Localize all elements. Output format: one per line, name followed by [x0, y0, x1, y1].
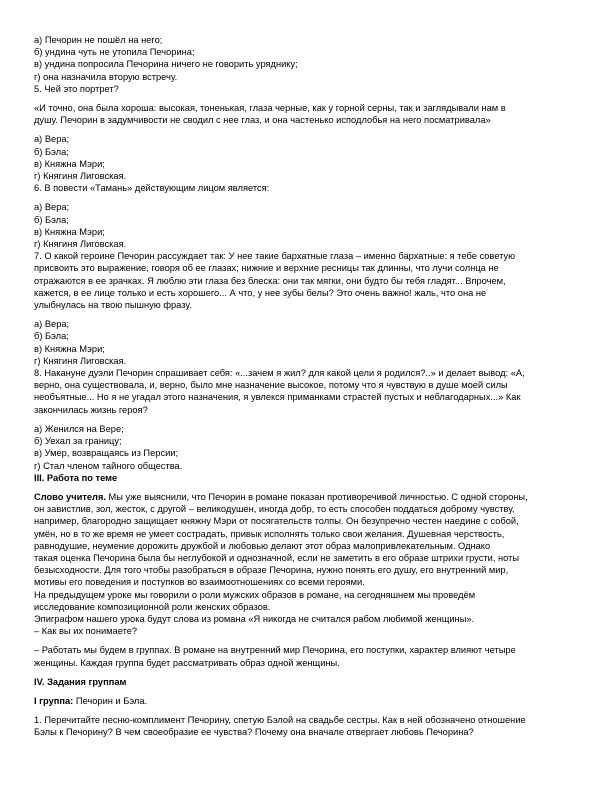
question-5-title: 5. Чей это портрет? [34, 83, 119, 94]
question-8-line: верно, она существовала, и, верно, было мне назначение высокое, потому что я чувствую в душе моей силы [34, 380, 508, 391]
question-5-options [34, 133, 582, 182]
option: в) Княжна Мэри; [34, 226, 105, 237]
teacher-line: Эпиграфом нашего урока будут слова из романа «Я никогда не считался рабом любимой женщины». [34, 613, 475, 624]
option: а) Вера; [34, 202, 70, 213]
option: в) Умер, возвращаясь из Персии; [34, 448, 179, 459]
question-8-text [34, 367, 582, 416]
group-1-label: I группа: [34, 695, 74, 706]
teacher-line: – Как вы их понимаете? [34, 626, 138, 637]
question-7-line: 7. О какой героине Печорин рассуждает так: У нее такие бархатные глаза – именно бархатные: я тебе советую [34, 251, 516, 262]
teacher-line: умён, но в то же время не умеет сострадать, привык исполнять только свои желания. Душевная черствость, [34, 528, 505, 539]
option: а) Женился на Вере; [34, 423, 124, 434]
teacher-line: На предыдущем уроке мы говорили о роли мужских образов в романе, на сегодняшнем мы проведём [34, 589, 476, 600]
teacher-line: исследование композиционной роли женских образов. [34, 601, 271, 612]
option: б) Бэла; [34, 331, 69, 342]
group-work-line: женщины. Каждая группа будет рассматривать образ одной женщины. [34, 657, 340, 668]
teacher-line: он завистлив, зол, жесток, с другой – великодушен, иногда добр, то есть способен поддаться доброму чувству, [34, 504, 515, 515]
question-7-line: присвоить это выражение, говоря об ее глазах; нижние и верхние ресницы так длинны, что лучи солнца не [34, 263, 499, 274]
group-1-heading [34, 695, 582, 707]
option: а) Вера; [34, 134, 70, 145]
group-1-title: Печорин и Бэла. [73, 695, 148, 706]
question-7-text [34, 250, 582, 311]
section-4-heading: IV. Задания группам [34, 676, 127, 687]
option: в) Княжна Мэри; [34, 343, 105, 354]
question-8-line: закончилась жизнь героя? [34, 404, 148, 415]
option: б) Бэла; [34, 214, 69, 225]
option: б) Уехал за границу; [34, 436, 122, 447]
question-4-options [34, 34, 582, 83]
option: г) Княгиня Лиговская. [34, 171, 127, 182]
question-7-line: отражаются в ее зрачках. Я люблю эти глаза без блеска: они так мягки, они будто бы тебя гладят... Впрочем, [34, 275, 506, 286]
task-1-line: Бэлы к Печорину? В чем своеобразие ее чувства? Почему она вначале отвергает любовь Печорина? [34, 727, 474, 738]
question-7-line: кажется, в ее лице только и есть хорошего... А что, у нее зубы белы? Это очень важно! жаль, что она не [34, 287, 487, 298]
option: а) Печорин не пошёл на него; [34, 35, 163, 45]
option: б) Бэла; [34, 146, 69, 157]
teacher-line: такая оценка Печорина была бы неглубокой и однозначной, если не заметить в его образе штрихи грусти, ноты [34, 552, 520, 563]
option: г) Княгиня Лиговская. [34, 355, 127, 366]
group-work-text [34, 644, 582, 668]
teacher-speech [34, 491, 582, 637]
question-7-line: улыбнулась на твою пышную фразу. [34, 300, 192, 311]
question-8-line: 8. Накануне дуэли Печорин спрашивает себя: «...зачем я жил? для какой цели я родился?..» и делает вывод: «А, [34, 368, 525, 379]
question-8-line: необъятные... Но я не угадал этого назначения, я увлекся приманками страстей пустых и неблагодарных...» Как [34, 392, 521, 403]
option: в) ундина попросила Печорина ничего не говорить уряднику; [34, 59, 298, 70]
question-5-quote-line: душу. Печорин в задумчивости не сводил с нее глаз, и она частенько исподлобья на него посматривала» [34, 115, 491, 126]
teacher-line-text: Мы уже выяснили, что Печорин в романе показан противоречивой личностью. С одной стороны, [105, 491, 528, 502]
option: г) она назначила вторую встречу. [34, 71, 178, 82]
task-1-text [34, 714, 582, 738]
group-work-line: – Работать мы будем в группах. В романе на внутренний мир Печорина, его поступки, характер влияют четыре [34, 645, 516, 656]
option: г) Княгиня Лиговская. [34, 239, 127, 250]
question-6-options [34, 201, 582, 250]
question-8-options [34, 423, 582, 472]
section-3-heading: III. Работа по теме [34, 472, 118, 483]
teacher-line: мотивы его поведения и поступков во взаимоотношениях со всеми героями. [34, 577, 365, 588]
teacher-line: безысходности. Для того чтобы разобраться в образе Печорина, нужно понять его душу, его внутренний мир, [34, 565, 509, 576]
teacher-line [34, 491, 582, 503]
teacher-label: Слово учителя. [34, 491, 106, 502]
question-5-quote-line: «И точно, она была хороша: высокая, тоненькая, глаза черные, как у горной серны, так и заглядывали нам в [34, 103, 506, 114]
option: б) ундина чуть не утопила Печорина; [34, 47, 195, 58]
option: а) Вера; [34, 319, 70, 330]
question-6-title: 6. В повести «Тамань» действующим лицом является: [34, 183, 270, 194]
option: г) Стал членом тайного общества. [34, 460, 183, 471]
task-1-line: 1. Перечитайте песню-комплимент Печорину, спетую Бэлой на свадьбе сестры. Как в ней обозначено отношение [34, 715, 526, 726]
teacher-line: например, благородно защищает княжну Мэри от посягательств толпы. Он безупречно честен наедине с собой, [34, 516, 519, 527]
document-page [34, 34, 582, 739]
question-7-options [34, 318, 582, 367]
teacher-line: равнодушие, неумение дорожить дружбой и любовью делают этот образ малопривлекательным. Однако [34, 540, 491, 551]
option: в) Княжна Мэри; [34, 158, 105, 169]
